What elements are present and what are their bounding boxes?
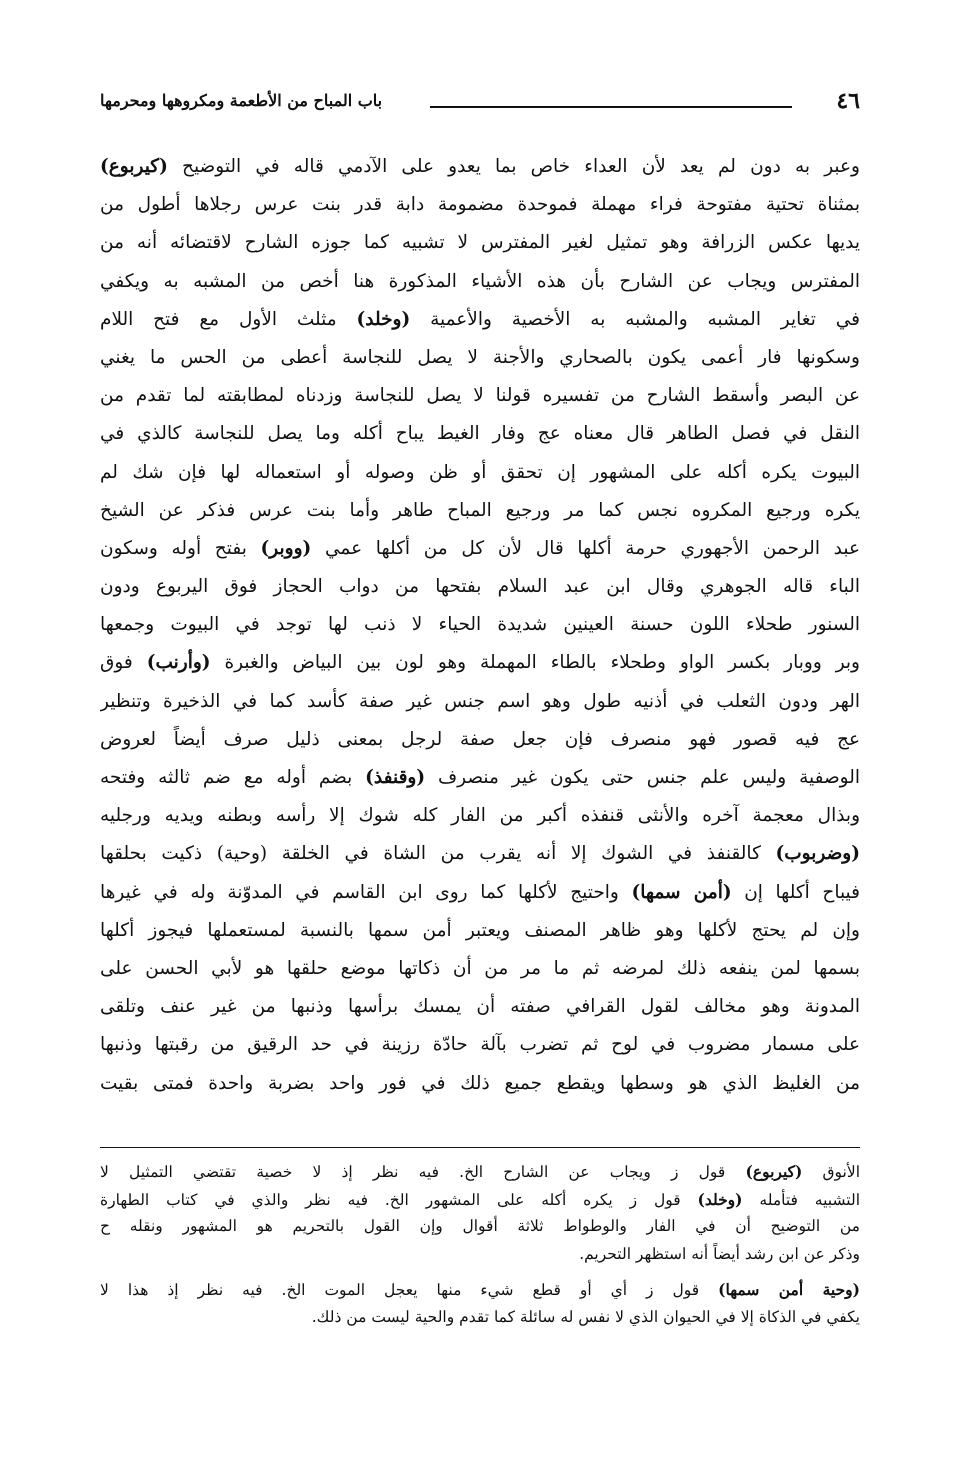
- text-line: [100, 1026, 860, 1064]
- text-line: [100, 377, 860, 415]
- bold-term: (وخلد): [356, 308, 411, 330]
- bold-term: (وأرنب): [146, 652, 211, 674]
- text-run: فيباح أكلها إن: [731, 881, 860, 903]
- text-run: في تغاير المشبه والمشبه به الأخصية والأعمية: [410, 308, 860, 330]
- text-run: يكره ورجيع المكروه نجس كما مر ورجيع المباح طاهر وأما بنت عرس فذكر عن الشيخ: [100, 499, 860, 521]
- bold-term: (كيربوع): [745, 1162, 803, 1181]
- text-run: وسكونها فار أعمى يكون بالصحاري والأجنة لا يصل للنجاسة أعطى من الحس ما يغني: [100, 346, 860, 368]
- text-line: [100, 683, 860, 721]
- text-line: [100, 874, 860, 912]
- text-run: بسمها لمن ينفعه ذلك لمرضه ثم ما مر من أن ذكاتها موضع حلقها هو لأبي الحسن على: [100, 957, 860, 979]
- text-run: المفترس ويجاب عن الشارح بأن هذه الأشياء المذكورة هنا أخص من المشبه به ويكفي: [100, 270, 860, 292]
- text-line: [100, 339, 860, 377]
- text-line: [100, 263, 860, 301]
- text-run: على مسمار مضروب في لوح ثم تضرب بآلة حادّة رزينة في حد الرقيق من رقبتها وذنبها: [100, 1034, 860, 1056]
- text-run: المدونة وهو مخالف لقول القرافي صفته أن يمسك برأسها وذنبها من غير عنف وتلقى: [100, 996, 860, 1018]
- text-run: مثلث الأول مع فتح اللام: [100, 308, 357, 330]
- text-run: يديها عكس الزرافة وهو تمثيل لغير المفترس لا تشبيه كما جوزه الشارح لاقتضائه أنه من: [100, 232, 860, 254]
- text-run: من الغليظ الذي هو وسطها ويقطع جميع ذلك في فور واحد بضربة واحدة فمتى بقيت: [100, 1072, 860, 1094]
- text-run: يكفي في الذكاة إلا في الحيوان الذي لا نفس له سائلة كما تقدم والحية ليست من ذلك.: [311, 1307, 860, 1326]
- header-rule: [430, 106, 792, 108]
- footnote-line: [100, 1213, 860, 1241]
- text-run: البيوت يكره أكله على المشهور إن تحقق أو ظن وصوله أو استعماله لها فإن شك لم: [100, 461, 860, 483]
- main-text: [100, 148, 860, 1138]
- footnote-line: [100, 1186, 860, 1214]
- text-line: [100, 797, 860, 835]
- text-line: [100, 950, 860, 988]
- text-run: وبذال معجمة آخره والأنثى قنفذه أكبر من الفار كله شوك إلا رأسه وبطنه ويديه ورجليه: [100, 805, 860, 827]
- text-line: [100, 148, 860, 186]
- text-run: عج فيه قصور فهو منصرف فإن جعل صفة لرجل بمعنى ذليل صرف أيضاً لعروض: [100, 728, 860, 750]
- text-line: [100, 759, 860, 797]
- footnote: [100, 1158, 860, 1268]
- text-run: الأنوق: [802, 1163, 860, 1181]
- bold-term: (وخلد): [697, 1189, 743, 1209]
- text-run: واحتيج لأكلها كما روى ابن القاسم في المدوّنة وله في غيرها: [100, 881, 632, 903]
- text-run: عن البصر وأسقط الشارح من تفسيره قولنا لا يصل للنجاسة وزدناه لمطابقته لما تقدم من: [100, 385, 860, 407]
- text-line: [100, 186, 860, 224]
- text-run: عبد الرحمن الأجهوري حرمة أكلها قال لأن كل من أكلها عمي: [311, 537, 860, 559]
- text-run: من التوضيح أن في الفار والوطواط ثلاثة أقوال وإن القول بالتحريم هو المشهور ونقله ح: [100, 1217, 860, 1235]
- text-run: فوق: [100, 652, 147, 674]
- text-line: [100, 415, 860, 453]
- chapter-title: باب المباح من الأطعمة ومكروهها ومحرمها: [100, 91, 383, 110]
- text-line: [100, 835, 860, 873]
- text-line: [100, 721, 860, 759]
- text-run: وعبر به دون لم يعد لأن العداء خاص بما يعدو على الآدمي قاله في التوضيح: [167, 156, 860, 177]
- text-run: الباء قاله الجوهري وقال ابن عبد السلام بفتحها من دواب الحجاز فوق اليربوع ودون: [100, 576, 860, 598]
- footnote-line: [100, 1241, 860, 1269]
- text-run: كالقنفذ في الشوك إلا أنه يقرب من الشاة في الخلقة (وحية) ذكيت بحلقها: [100, 843, 776, 865]
- text-line: [100, 1065, 860, 1103]
- footnote-line: [100, 1276, 860, 1304]
- text-run: قول ز ويجاب عن الشارح الخ. فيه نظر إذ لا خصية تقتضي التمثيل لا: [100, 1163, 746, 1181]
- text-line: [100, 912, 860, 950]
- text-line: [100, 492, 860, 530]
- bold-term: (كيربوع): [100, 156, 168, 177]
- footnotes: [100, 1158, 860, 1398]
- text-line: [100, 454, 860, 492]
- footnote-line: [100, 1304, 860, 1332]
- bold-term: (وقنفذ): [365, 767, 426, 788]
- footnote-gap: [100, 1268, 860, 1276]
- text-line: [100, 606, 860, 644]
- text-run: بمثناة تحتية مفتوحة فراء مهملة فموحدة مضمومة دابة قدر بنت عرس رجلاها أطول من: [100, 194, 860, 216]
- bold-term: (ووبر): [260, 537, 312, 559]
- text-run: الوصفية وليس علم جنس حتى يكون غير منصرف: [425, 767, 860, 788]
- footnote: [100, 1276, 860, 1331]
- text-line: [100, 530, 860, 568]
- text-line: [100, 644, 860, 682]
- text-run: النقل في فصل الطاهر قال معناه عج وفار الغيط يباح أكله وما يصل للنجاسة كالذي في: [100, 423, 860, 445]
- text-run: وإن لم يحتج لأكلها وهو ظاهر المصنف ويعتبر أمن سمها بالنسبة لمستعملها فيجوز أكلها: [100, 919, 860, 941]
- bold-term: (وضربوب): [775, 843, 860, 865]
- text-run: السنور طحلاء اللون حسنة العينين شديدة الحياء لا ذنب لها توجد في البيوت وجمعها: [100, 614, 860, 636]
- bold-term: (أمن سمها): [631, 881, 732, 903]
- footnote-line: [100, 1158, 860, 1186]
- text-line: [100, 988, 860, 1026]
- text-run: التشبيه فتأمله: [742, 1190, 860, 1209]
- text-line: [100, 301, 860, 339]
- text-run: بضم أوله مع ضم ثالثه وفتحه: [100, 767, 366, 788]
- text-line: [100, 224, 860, 262]
- bold-term: (وحية أمن سمها): [718, 1280, 860, 1299]
- text-line: [100, 568, 860, 606]
- page-number: ٤٦: [836, 88, 860, 114]
- text-run: الهر ودون الثعلب في أذنيه طول وهو اسم جنس غير صفة كأسد كما في الذخيرة وتنظير: [100, 690, 860, 712]
- text-run: بفتح أوله وسكون: [100, 537, 261, 559]
- text-run: وذكر عن ابن رشد أيضاً أنه استظهر التحريم.: [579, 1244, 860, 1263]
- text-run: قول ز أي أو قطع شيء منها يعجل الموت الخ. فيه نظر إذ هذا لا: [100, 1281, 719, 1299]
- footnote-separator: [100, 1147, 860, 1148]
- text-run: قول ز يكره أكله على المشهور الخ. فيه نظر والذي في كتاب الطهارة: [100, 1190, 698, 1209]
- running-header: [100, 84, 860, 124]
- text-run: وبر ووبار بكسر الواو وطحلاء بالطاء المهملة وهو لون بين البياض والغبرة: [210, 652, 860, 674]
